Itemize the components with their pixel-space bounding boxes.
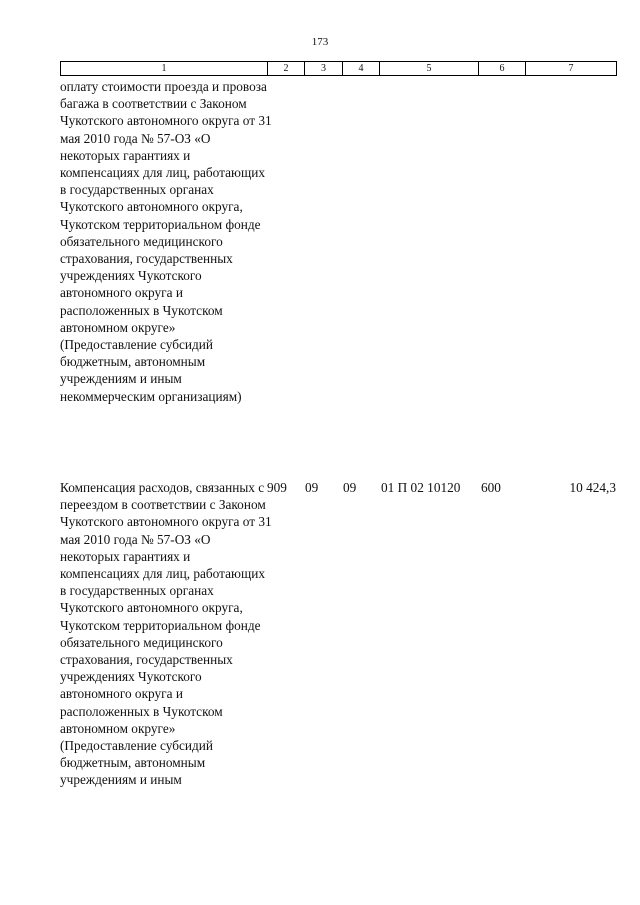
row-description: оплату стоимости проезда и провоза багажа в соответствии с Законом Чукотского автономного округа от 31 мая 2010 года № 57-ОЗ «О некоторых гарантиях и компенсациях для лиц, работающих в государственных органах Чукотского автономного округа, Чукотском территориальном фонде обязательного медицинского страхования, государственных учреждениях Чукотского автономного округа и расположенных в Чукотском автономном округе» (Предоставление субсидий бюджетным, автономным учреждениям и иным некоммерческим организациям) — [60, 79, 272, 404]
header-col-7: 7 — [526, 62, 617, 76]
header-col-1: 1 — [61, 62, 268, 76]
expense-type-code: 600 — [481, 480, 501, 495]
header-col-2: 2 — [268, 62, 305, 76]
ministry-code: 909 — [267, 480, 287, 495]
section-code: 09 — [305, 480, 319, 495]
header-col-3: 3 — [305, 62, 343, 76]
header-row — [61, 62, 617, 76]
row-description: Компенсация расходов, связанных с переездом в соответствии с Законом Чукотского автономного округа от 31 мая 2010 года № 57-ОЗ «О некоторых гарантиях и компенсациях для лиц, работающих в государственных органах Чукотского автономного округа, Чукотском территориальном фонде обязательного медицинского страхования, государственных учреждениях Чукотского автономного округа и расположенных в Чукотском автономном округе» (Предоставление субсидий бюджетным, автономным учреждениям и иным — [60, 480, 272, 788]
header-col-6: 6 — [479, 62, 526, 76]
subsection-code: 09 — [343, 480, 357, 495]
column-number-header — [60, 61, 617, 76]
target-article-code: 01 П 02 10120 — [381, 480, 461, 495]
header-col-4: 4 — [343, 62, 380, 76]
amount-value: 10 424,3 — [569, 480, 616, 495]
header-col-5: 5 — [380, 62, 479, 76]
page-number: 173 — [311, 36, 329, 48]
